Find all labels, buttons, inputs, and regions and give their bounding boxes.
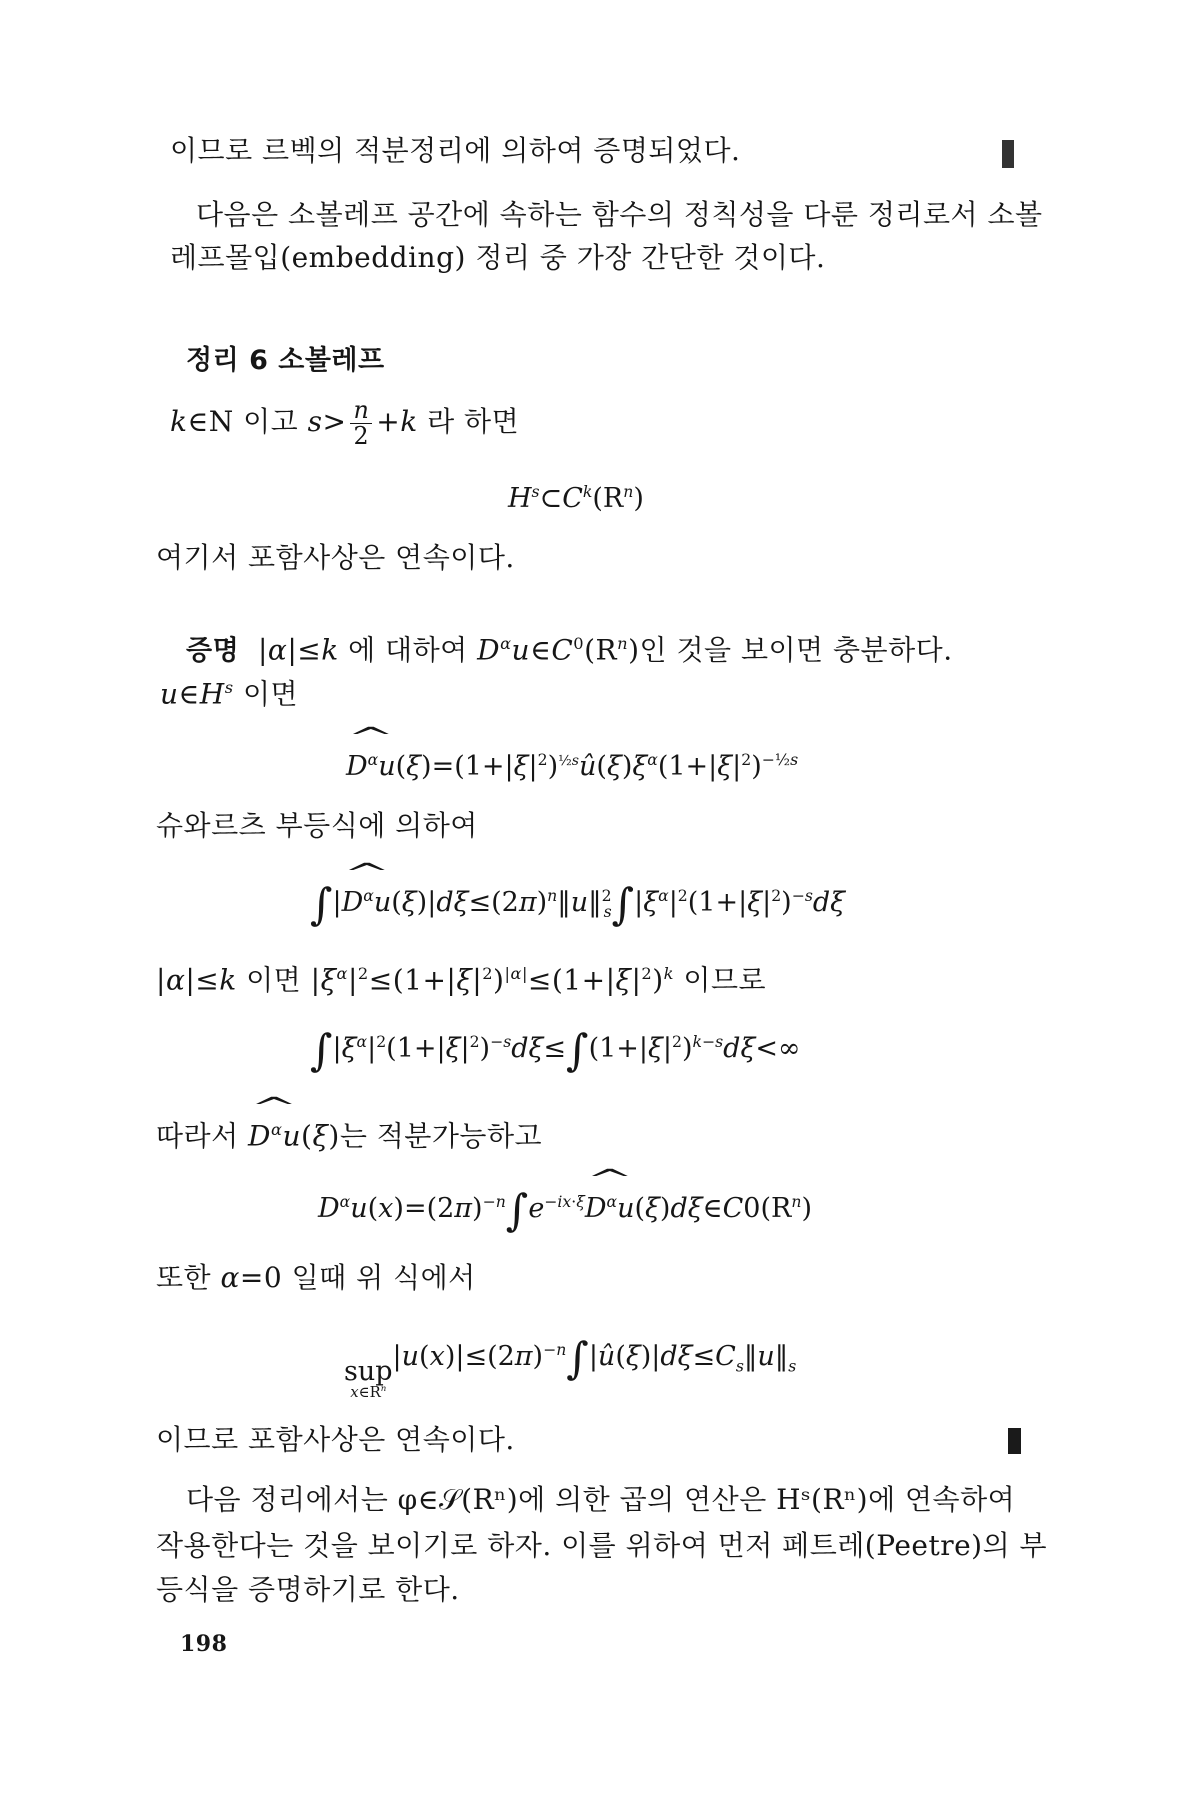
equation-schwarz: ∫|^ $D^\alpha u(\xi)|d\xi\le(2\pi)^n‖u‖^2_s\int|\xi^\alpha|^2(1+|\xi|^2)^{-s}d\xi$ (310, 878, 845, 930)
text-fragment: 일때 위 식에서 (282, 1261, 476, 1294)
page-number: 198 (180, 1631, 228, 1657)
end-of-proof-mark (1002, 140, 1014, 168)
equation-fourier-derivative: ^ $D^\alpha u(\xi)=(1+|\xi|^2)^{\frac{1}{2}s}û(\xi)\xi^\alpha(1+|\xi|^2)^{-\frac{1}{2}s}$ (346, 742, 798, 785)
text-line: 여기서 포함사상은 연속이다. (156, 541, 515, 574)
text-fragment: 이면 (236, 963, 311, 997)
text-fragment: 이므로 (674, 963, 767, 997)
text-line: 레프몰입(embedding) 정리 중 가장 간단한 것이다. (170, 241, 826, 274)
proof-line: 증명 |α|≤k 에 대하여 $D^\alpha u\in C^0(R^n)$인 것을 보이면 충분하다. (186, 633, 953, 667)
text-line: 슈와르츠 부등식에 의하여 (156, 809, 478, 842)
equation-sup-bound: sup $x\in R^n$ $|u(x)|\le(2\pi)^{-n}\int|û(\xi)|d\xi\le C_s‖u‖_s$ (344, 1333, 797, 1401)
equation-integrable: $\int|\xi^\alpha|^2(1+|\xi|^2)^{-s}d\xi\le\int(1+|\xi|^2)^{k-s}d\xi<\infty$ (310, 1025, 801, 1076)
text-line: |α|≤k 이면 $|\xi^\alpha|^2\le(1+|\xi|^2)^{|\alpha|}\le(1+|\xi|^2)^k$ 이므로 (156, 963, 767, 997)
text-line: 다음 정리에서는 φ∈𝒮(Rⁿ)에 의한 곱의 연산은 Hˢ(Rⁿ)에 연속하여 (186, 1483, 1016, 1516)
text-line: 따라서 ^ $D^\alpha u(\xi)$는 적분가능하고 (156, 1112, 542, 1154)
proof-label: 증명 (186, 635, 240, 667)
text-line: 이므로 르벡의 적분정리에 의하여 증명되었다. (170, 134, 741, 167)
text-fragment: 이면 (233, 677, 299, 711)
text-line: 등식을 증명하기로 한다. (156, 1573, 460, 1606)
theorem-hypothesis: k∈N 이고 s> $\frac{n}{2}$ +k 라 하면 (170, 396, 520, 450)
text-fragment: 에 대하여 (338, 633, 478, 667)
text-line: 작용한다는 것을 보이기로 하자. 이를 위하여 먼저 페트레(Peetre)의 부 (156, 1529, 1048, 1562)
text-fragment: 는 적분가능하고 (339, 1119, 543, 1153)
text-line: 이므로 포함사상은 연속이다. (156, 1423, 515, 1456)
text-fragment: 또한 (156, 1261, 221, 1294)
theorem-title: 정리 6 소볼레프 (186, 345, 385, 376)
text-line: 다음은 소볼레프 공간에 속하는 함수의 정칙성을 다룬 정리로서 소볼 (196, 198, 1043, 231)
text-fragment: 따라서 (156, 1119, 249, 1153)
text-line: 또한 α=0 일때 위 식에서 (156, 1261, 476, 1294)
equation-embedding: $H^s\subset C^k(R^n)$ (508, 482, 644, 514)
end-of-proof-mark (1008, 1428, 1021, 1454)
text-fragment: 라 하면 (417, 404, 520, 438)
text-line: $u\in H^s$ 이면 (160, 677, 299, 711)
text-fragment: 인 것을 보이면 충분하다. (639, 633, 953, 667)
equation-inverse-fourier: $D^\alpha u(x)=(2\pi)^{-n}\int e^{-ix\cdot\xi}\^{}$ $D^\alpha u(\xi)d\xi\in C0(R^n)$ (318, 1184, 812, 1228)
